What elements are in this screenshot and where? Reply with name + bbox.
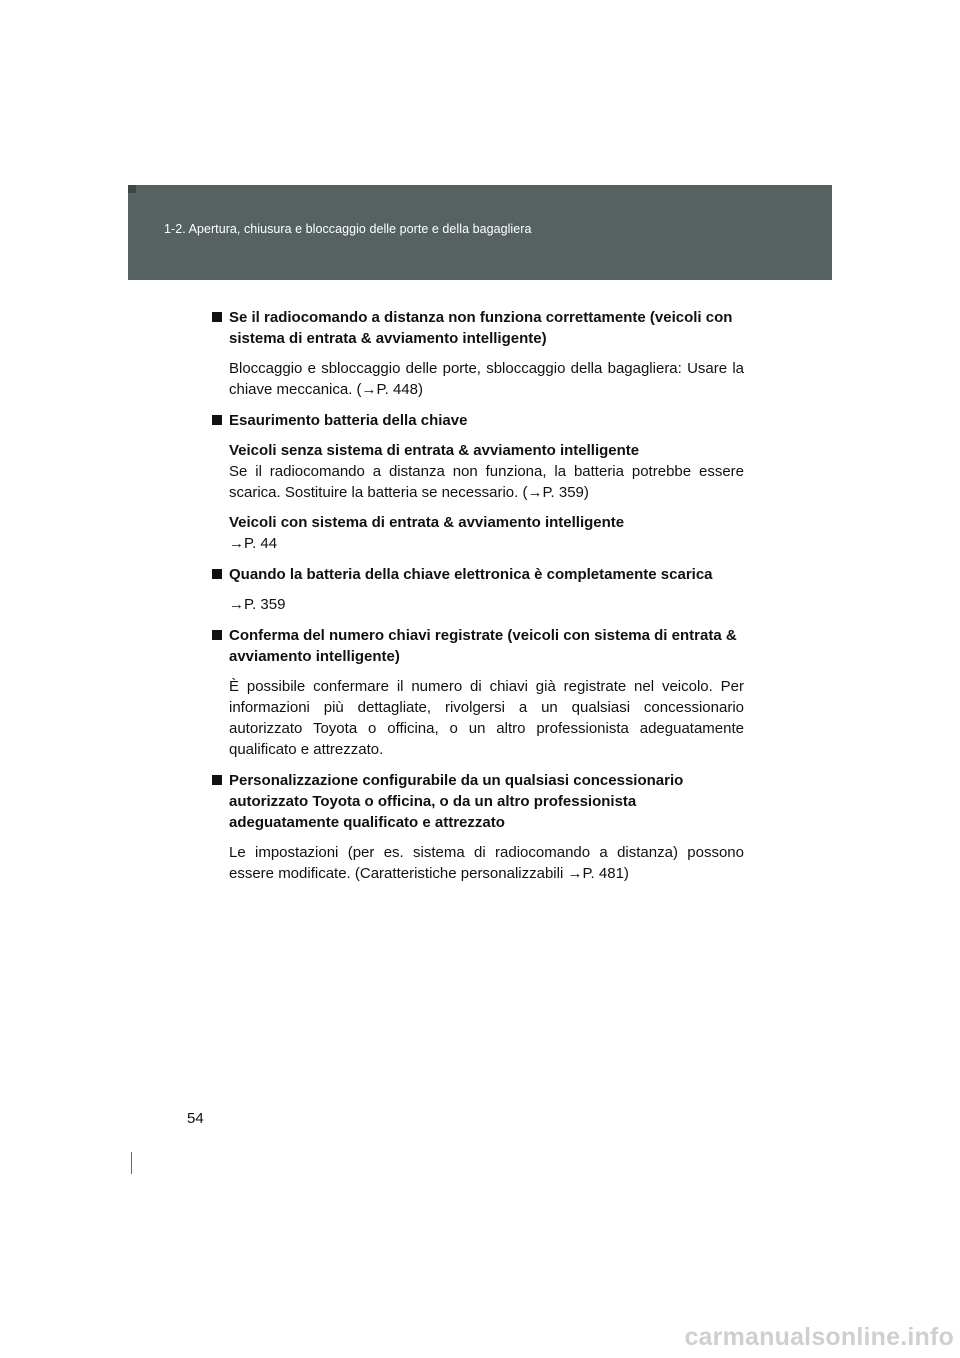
paragraph-with-smart-entry: →P. 44 <box>229 535 278 552</box>
page-number: 54 <box>187 1110 204 1127</box>
heading-text: Personalizzazione configurabile da un qualsiasi concessionario autorizzato Toyota o officina, o da un altro professionista adeguatamente qualificato e attrezzato <box>229 772 684 831</box>
paragraph-registered-keys: È possibile confermare il numero di chiavi già registrate nel veicolo. Per informazioni più dettagliate, rivolgersi a un qualsiasi concessionario autorizzato Toyota o officina, o un altro professionista adeguatamente qualificato e attrezzato. <box>229 678 744 758</box>
section-heading-customization <box>212 770 744 833</box>
heading-text: Conferma del numero chiavi registrate (veicoli con sistema di entrata & avviamento intelligente) <box>229 627 737 665</box>
paragraph-electronic-key-discharged: →P. 359 <box>229 596 286 613</box>
section-heading-electronic-key-discharged <box>212 564 744 585</box>
heading-text: Esaurimento batteria della chiave <box>229 412 468 429</box>
paragraph-without-smart-entry: Se il radiocomando a distanza non funziona, la batteria potrebbe essere scarica. Sostituire la batteria se necessario. (→P. 359) <box>229 463 744 501</box>
heading-text: Quando la batteria della chiave elettronica è completamente scarica <box>229 566 713 583</box>
square-bullet-icon <box>212 415 222 425</box>
header-corner-mark <box>128 185 136 193</box>
section-heading-remote-malfunction <box>212 307 744 349</box>
square-bullet-icon <box>212 775 222 785</box>
watermark: carmanualsonline.info <box>684 1323 954 1351</box>
subheading-without-smart-entry: Veicoli senza sistema di entrata & avviamento intelligente <box>229 442 640 459</box>
margin-rule <box>131 1152 132 1174</box>
page-content <box>212 307 744 893</box>
square-bullet-icon <box>212 630 222 640</box>
paragraph-remote-malfunction: Bloccaggio e sbloccaggio delle porte, sbloccaggio della bagagliera: Usare la chiave meccanica. (→P. 448) <box>229 360 744 398</box>
paragraph-customization: Le impostazioni (per es. sistema di radiocomando a distanza) possono essere modificate. (Caratteristiche personalizzabili →P. 481) <box>229 844 744 882</box>
section-heading-registered-keys <box>212 625 744 667</box>
section-header-bar <box>128 185 832 280</box>
heading-text: Se il radiocomando a distanza non funziona correttamente (veicoli con sistema di entrata & avviamento intelligente) <box>229 309 733 347</box>
subheading-with-smart-entry: Veicoli con sistema di entrata & avviamento intelligente <box>229 514 625 531</box>
square-bullet-icon <box>212 312 222 322</box>
section-title: 1-2. Apertura, chiusura e bloccaggio delle porte e della bagagliera <box>164 222 532 236</box>
section-heading-battery-depletion <box>212 410 744 431</box>
square-bullet-icon <box>212 569 222 579</box>
